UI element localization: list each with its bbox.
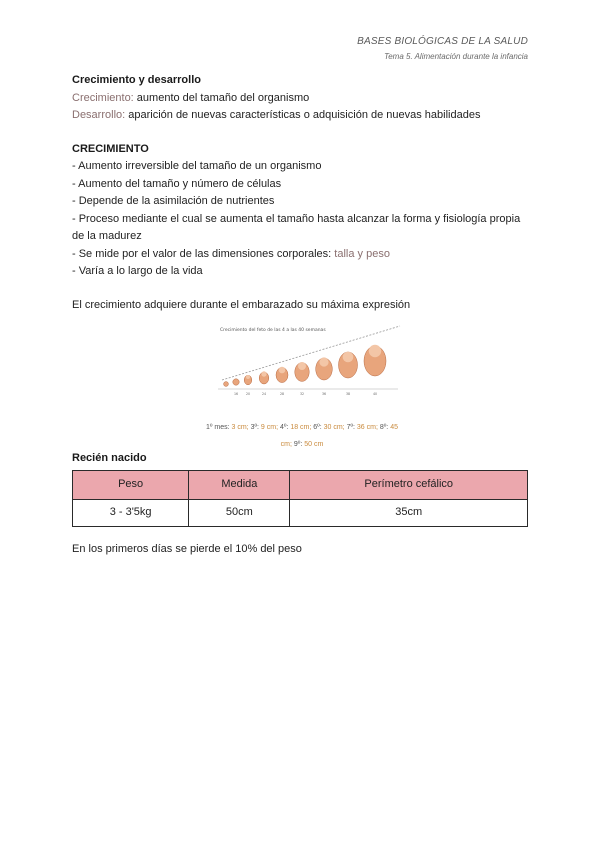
- definition-term: Desarrollo:: [72, 109, 126, 121]
- caption-value: 18 cm;: [290, 423, 314, 431]
- list-item: - Varía a lo largo de la vida: [72, 265, 203, 277]
- svg-text:38: 38: [345, 392, 351, 396]
- definition-text: aumento del tamaño del organismo: [133, 91, 310, 104]
- growth-paragraph: El crecimiento adquiere durante el embarazado su máxima expresión: [72, 298, 411, 311]
- table-row: [73, 499, 528, 526]
- svg-text:28: 28: [279, 392, 285, 396]
- svg-text:20: 20: [245, 392, 251, 396]
- list-item: - Aumento del tamaño y número de células: [72, 177, 282, 190]
- caption-value: 9 cm;: [260, 423, 280, 431]
- header-title: BASES BIOLÓGICAS DE LA SALUD: [357, 36, 528, 47]
- section-heading: Recién nacido: [72, 452, 147, 464]
- newborn-table: [72, 470, 528, 527]
- list-item: - Proceso mediante el cual se aumenta el tamaño hasta alcanzar la forma y fisiología propia de la madurez: [72, 212, 521, 242]
- caption-value: 45 cm;: [280, 423, 398, 448]
- caption-text: 3º:: [250, 423, 261, 431]
- svg-text:16: 16: [233, 392, 239, 396]
- figure-title: Crecimiento del feto de las 4 a las 40 semanas: [220, 328, 326, 333]
- definition-term: Crecimiento:: [72, 91, 134, 104]
- svg-text:24: 24: [261, 392, 267, 396]
- document-body: [72, 72, 528, 558]
- definition-growth: [72, 90, 528, 108]
- list-item: - Depende de la asimilación de nutrientes: [72, 195, 275, 207]
- page-header: [357, 36, 528, 61]
- weight-loss-note: En los primeros días se pierde el 10% del peso: [72, 542, 302, 555]
- definition-development: [72, 107, 528, 125]
- caption-text: 7º:: [346, 423, 357, 431]
- list-item: [72, 246, 528, 264]
- table-cell: 35cm: [290, 499, 528, 526]
- caption-value: 3 cm;: [231, 423, 251, 431]
- section-heading: Crecimiento y desarrollo: [72, 74, 201, 86]
- caption-value: 50 cm: [304, 441, 324, 448]
- caption-value: 36 cm;: [356, 423, 380, 431]
- svg-text:40: 40: [372, 392, 378, 396]
- list-item-text: - Se mide por el valor de las dimensiones corporales:: [72, 247, 335, 260]
- table-header-row: [73, 470, 528, 499]
- table-header-cell: Peso: [73, 470, 189, 499]
- list-item-accent: talla y peso: [334, 247, 390, 260]
- fetal-growth-illustration: [212, 322, 402, 408]
- caption-value: 30 cm;: [323, 423, 347, 431]
- header-subtitle: Tema 5. Alimentación durante la infancia: [384, 52, 528, 61]
- table-cell: 50cm: [189, 499, 290, 526]
- definition-text: aparición de nuevas características o adquisición de nuevas habilidades: [125, 109, 481, 121]
- figure-caption: [202, 419, 402, 454]
- table-header-cell: Perímetro cefálico: [290, 470, 528, 499]
- fetal-growth-figure: [205, 322, 402, 448]
- caption-text: 1º mes:: [205, 423, 232, 431]
- caption-text: 8º:: [379, 423, 391, 431]
- svg-text:36: 36: [321, 392, 327, 396]
- list-item: - Aumento irreversible del tamaño de un organismo: [72, 160, 322, 172]
- caption-text: 6º:: [313, 423, 324, 431]
- table-header-cell: Medida: [189, 470, 290, 499]
- svg-text:32: 32: [299, 392, 305, 396]
- caption-text: 4º:: [279, 423, 291, 431]
- section-heading: CRECIMIENTO: [72, 142, 149, 155]
- table-cell: 3 - 3'5kg: [73, 499, 189, 526]
- caption-text: 9º:: [293, 441, 305, 448]
